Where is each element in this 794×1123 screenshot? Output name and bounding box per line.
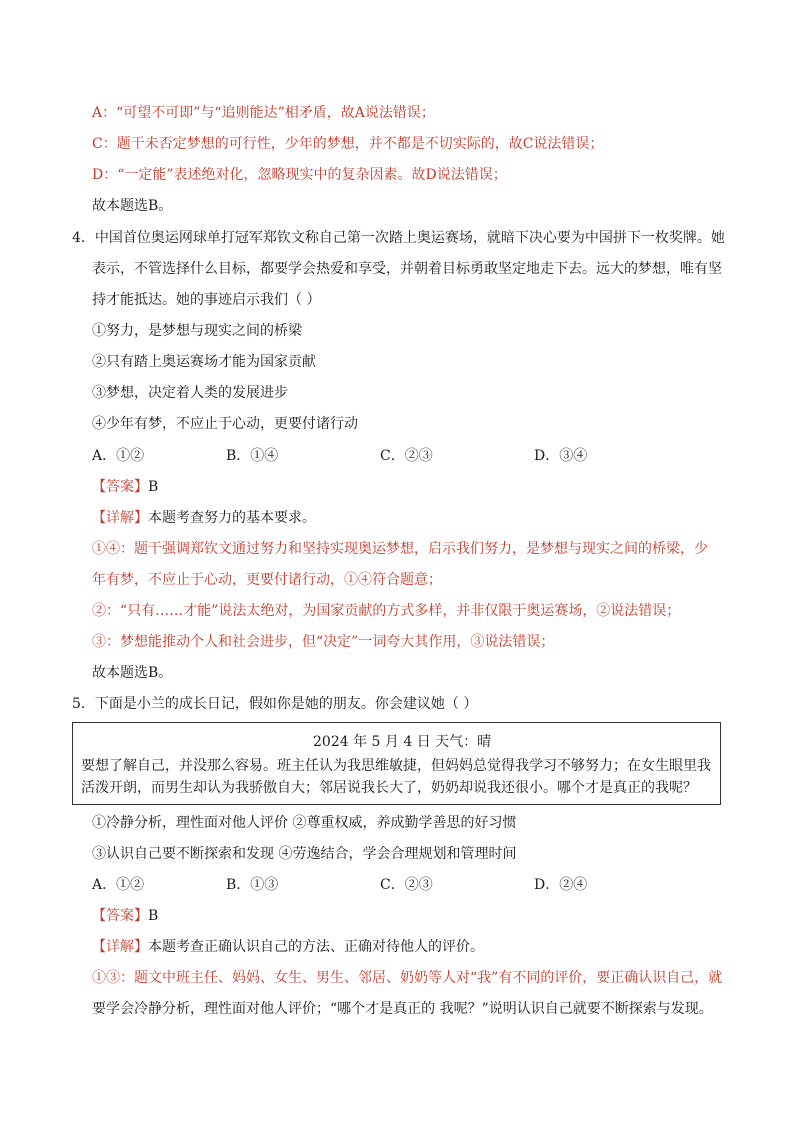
q5-explanation-1b: 要学会冷静分析，理性面对他人评价；“哪个才是真正的 我呢？”说明认识自己就要不断探索与发现。 [92,1001,713,1017]
q3-explanation-a: A：“可望不可即”与“追则能达”相矛盾，故A说法错误； [92,105,435,121]
q4-stem-line2: 表示，不管选择什么目标，都要学会热爱和享受，并朝着目标勇敢坚定地走下去。远大的梦想，唯有坚 [92,261,722,277]
q5-answer-value: B [148,908,159,924]
q5-option-b: B．①③ [226,877,279,893]
q3-conclusion: 故本题选B。 [92,198,173,214]
q5-option-a: A．①② [92,877,145,893]
q4-option-b: B．①④ [226,448,279,464]
q4-item-4: ④少年有梦，不应止于心动，更要付诸行动 [92,416,358,432]
q5-items-1-2: ①冷静分析，理性面对他人评价 ②尊重权威，养成勤学善思的好习惯 [92,815,517,831]
q5-option-c: C．②③ [380,877,433,893]
q5-items-3-4: ③认识自己要不断探索和发现 ④劳逸结合，学会合理规划和管理时间 [92,846,517,862]
q5-diary-date: 2024 年 5 月 4 日 天气：晴 [313,734,492,750]
q4-detail-text: 本题考查努力的基本要求。 [148,510,316,526]
q4-detail [92,508,316,528]
q4-answer-label: 【答案】 [92,479,148,495]
q5-answer [92,906,158,926]
q4-answer-value: B [148,479,159,495]
q4-option-a: A．①② [92,448,145,464]
q4-explanation-3: ③：梦想能推动个人和社会进步，但“决定”一词夸大其作用，③说法错误； [92,634,555,650]
q4-stem-line1: 4．中国首位奥运网球单打冠军郑钦文称自己第一次踏上奥运赛场，就暗下决心要为中国拼下一枚奖牌。她 [72,230,725,246]
q5-detail-label: 【详解】 [92,939,148,955]
q4-explanation-1b: 年有梦，不应止于心动，更要付诸行动，①④符合题意； [92,572,442,588]
q4-stem-line3: 持才能抵达。她的事迹启示我们（ ） [92,292,321,308]
q5-diary-line2: 活泼开朗，而男生却认为我骄傲自大；邻居说我长大了，奶奶却说我还很小。哪个才是真正的我呢？ [81,780,697,796]
q3-explanation-c: C：题干未否定梦想的可行性，少年的梦想，并不都是不切实际的，故C说法错误； [92,136,604,152]
q4-detail-label: 【详解】 [92,510,148,526]
q5-stem: 5．下面是小兰的成长日记，假如你是她的朋友。你会建议她（ ） [72,696,478,712]
q5-diary-line1: 要想了解自己，并没那么容易。班主任认为我思维敏捷，但妈妈总觉得我学习不够努力；在女生眼里我 [81,758,711,774]
q4-explanation-1a: ①④：题干强调郑钦文通过努力和坚持实现奥运梦想，启示我们努力，是梦想与现实之间的桥梁，少 [92,541,708,557]
q5-detail [92,937,484,957]
q4-option-d: D．③④ [534,448,588,464]
q4-item-3: ③梦想，决定着人类的发展进步 [92,385,288,401]
q4-explanation-2: ②：“只有……才能”说法太绝对，为国家贡献的方式多样，并非仅限于奥运赛场，②说法错误； [92,603,681,619]
q5-explanation-1a: ①③：题文中班主任、妈妈、女生、男生、邻居、奶奶等人对“我”有不同的评价，要正确认识自己，就 [92,970,723,986]
q4-item-2: ②只有踏上奥运赛场才能为国家贡献 [92,354,316,370]
q4-conclusion: 故本题选B。 [92,665,173,681]
q5-diary-box [72,722,721,805]
q3-explanation-d: D：“一定能”表述绝对化，忽略现实中的复杂因素。故D说法错误； [92,167,507,183]
q5-answer-label: 【答案】 [92,908,148,924]
q4-item-1: ①努力，是梦想与现实之间的桥梁 [92,323,302,339]
q5-option-d: D．②④ [534,877,588,893]
q4-option-c: C．②③ [380,448,433,464]
q4-answer [92,477,158,497]
q5-detail-text: 本题考查正确认识自己的方法、正确对待他人的评价。 [148,939,484,955]
